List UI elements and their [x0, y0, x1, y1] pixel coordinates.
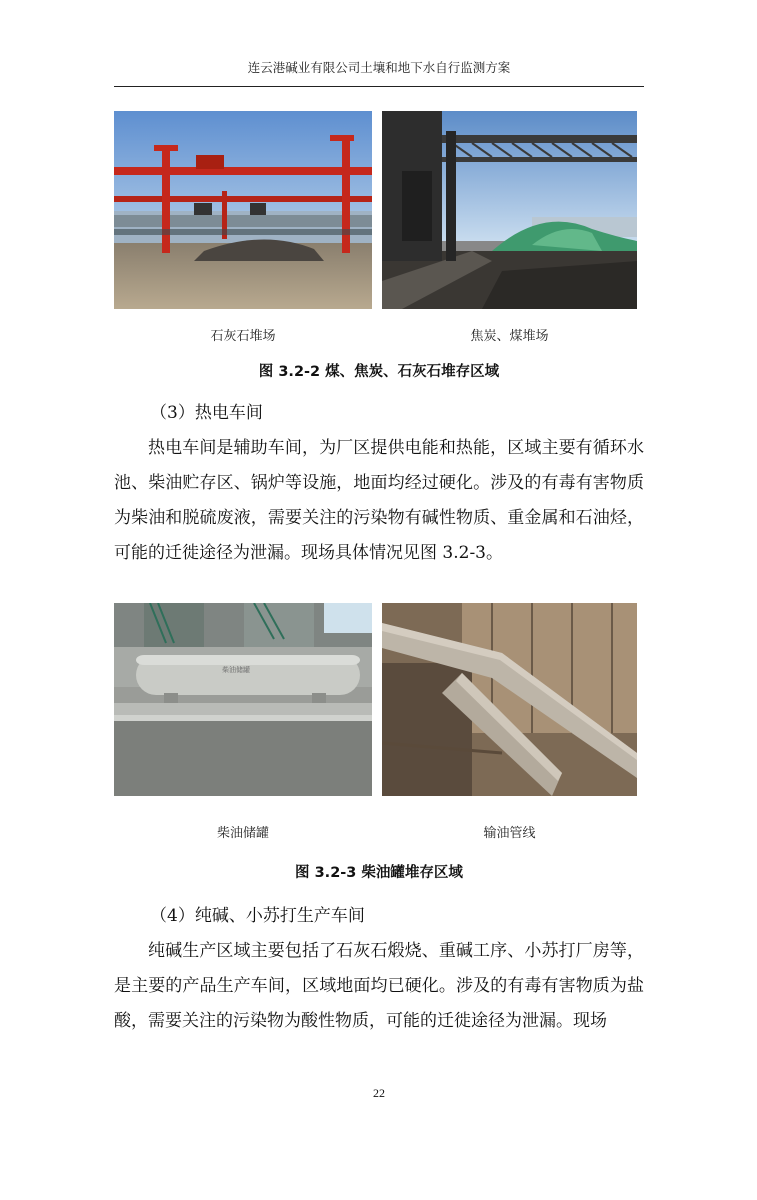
figure1-title: 图 3.2-2 煤、焦炭、石灰石堆存区域 — [258, 364, 500, 380]
section4-heading: （4）纯碱、小苏打生产车间 — [150, 906, 365, 926]
figure2-right-caption: 输油管线 — [483, 826, 536, 841]
diesel-tank-photo — [114, 603, 372, 796]
coke-coal-yard-photo — [382, 111, 637, 309]
section4-paragraph: 纯碱生产区域主要包括了石灰石煅烧、重碱工序、小苏打厂房等，是主要的产品生产车间，区域地面均已硬化。涉及的有毒有害物质为盐酸，需要关注的污染物为酸性物质，可能的迁徙途径为泄漏。现场 — [114, 941, 644, 1031]
header-rule — [114, 86, 644, 87]
section3-heading: （3）热电车间 — [150, 403, 263, 423]
page-number: 22 — [373, 1086, 385, 1100]
figure2-left-caption: 柴油储罐 — [216, 826, 269, 841]
oil-pipeline-photo — [382, 603, 637, 796]
figure2-title: 图 3.2-3 柴油罐堆存区域 — [295, 865, 463, 881]
tank-label: 柴油储罐 — [222, 666, 250, 674]
page-header: 连云港碱业有限公司土壤和地下水自行监测方案 — [247, 60, 511, 75]
limestone-yard-photo — [114, 111, 372, 309]
figure1-right-caption: 焦炭、煤堆场 — [470, 329, 549, 344]
figure1-left-caption: 石灰石堆场 — [210, 329, 276, 344]
section3-paragraph: 热电车间是辅助车间，为厂区提供电能和热能，区域主要有循环水池、柴油贮存区、锅炉等设施，地面均经过硬化。涉及的有毒有害物质为柴油和脱硫废液，需要关注的污染物有碱性物质、重金属和石油烃，可能的迁徙途径为泄漏。现场具体情况见图 3.2-3。 — [114, 438, 644, 563]
